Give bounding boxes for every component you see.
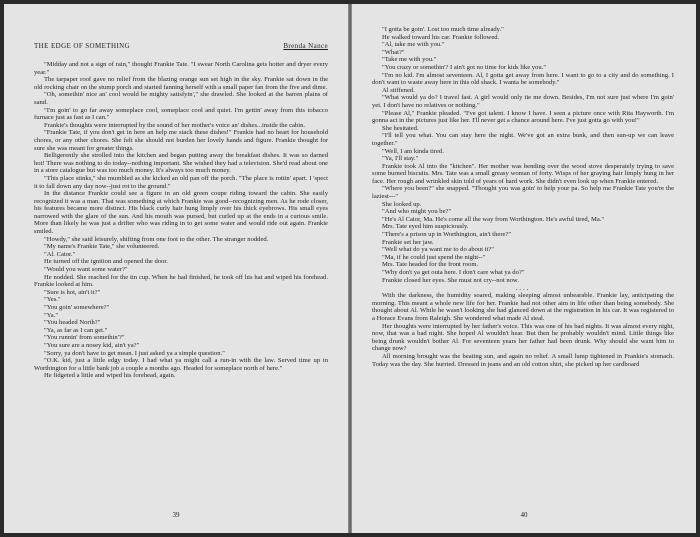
right-page [352, 4, 696, 533]
paragraph: "You goin' somewhere?" [44, 304, 110, 311]
paragraph: "What would ya do? I travel fast. A girl would only tie me down. Besides, I'm not sure just where I'm goin' yet. I don't have no relatives or nothing." [372, 94, 674, 109]
scene-break: .... [515, 284, 531, 293]
paragraph: "Would you want some water?" [44, 266, 128, 274]
paragraph: "Ya, as far as I can get." [44, 326, 108, 334]
paragraph: "Ya." [44, 311, 59, 319]
paragraph: In the distance Frankie could see a figure in an old green coupe riding toward the cabin. She easily recognized it was a man. That was something at which Frankie was good--recognizing men. As he rode closer, his features became more distinct. His black curly hair hung limply over his thick eyebrows. His small eyes narrowed with the glare of the sun. And his mouth was pursed, but curled up at the ends in a curious smile. More than likely he was just a drifter who was riding in to get some water and would ride out again. Frankie smiled. [34, 190, 328, 236]
right-page-text [372, 26, 674, 284]
running-head [34, 42, 328, 50]
paragraph: "I'll tell you what. You can stay here the night. We've got an extra bunk, and then sun-up we can leave together." [372, 132, 674, 147]
paragraph: "He's Al Cator, Ma. He's come all the way from Worthington. He's awful tired, Ma." [382, 215, 605, 223]
paragraph: "There's a prison up in Worthington, ain't there?" [382, 231, 512, 239]
paragraph: She looked up. [382, 200, 422, 208]
paragraph: Mrs. Tate eyed him suspiciously. [382, 223, 469, 231]
paragraph: "I'm goin' to go far away someplace cool, someplace cool and quiet. I'm gettin' away from this tobacco furnace just as fast as I can." [34, 106, 328, 122]
left-page-text [34, 61, 328, 380]
paragraph: Belligerently she strolled into the kitchen and began putting away the breakfast dishes. It was so darned hot! There was nothing to do today--nothing important. She wished they had a television. She'd read about one in a store catalogue but was too much money. It's always too much money. [34, 152, 328, 175]
left-page [4, 4, 348, 533]
paragraph: "Ma, if he could just spend the night--" [382, 253, 486, 261]
paragraph: "You runnin' from somethin'?" [44, 334, 125, 342]
paragraph: She hesitated. [382, 124, 419, 132]
paragraph: With the darkness, the humidity soared, making sleeping almost unbearable. Frankie lay, anticipating the morning. This meant a whole new life for her. Frankie had not other aim in life other than being somebody. She thought about Al. While he wasn't looking she had glanced down at the registration in his car. It was registered to a Horace Evans from Raleigh. She wondered what made Al steal. [372, 292, 674, 322]
paragraph: Frankie set her jaw. [382, 238, 434, 246]
paragraph: Frankie's thoughts were interrupted by the sound of her mother's voice an' dishes...inside the cabin. [44, 121, 306, 129]
paragraph: He fidgeted a little and wiped his forehead, again. [44, 372, 176, 380]
paragraph: "Al, take me with you." [382, 41, 445, 49]
paragraph: Her thoughts were interrupted by her father's voice. This was one of his bad nights. It was almost every night, now, that was a bad night. She hoped Al wouldn't hear. But then he probably wouldn't mind. Little things like being drunk wouldn't bother Al. For seventeen years her father had been drunk. Why should she want him to change now? [372, 322, 674, 353]
paragraph: "O.K. kid, just a little edgy today. I had what ya might call a run-in with the law. Served time up in Worthington for a little bank job a couple a months ago. Headed for someplace north of here." [34, 357, 328, 372]
paragraph: "What?" [382, 48, 405, 56]
paragraph: "Frankie Tate, if you don't get in here an help me stack these dishes!" Frankie had no heart for household chores, or any other chores. She felt she should not burden her lovely hands and figure. Frankie thought for sure she was meant for greater things. [34, 129, 328, 152]
paragraph: "And who might you be?" [382, 208, 452, 216]
paragraph: "Ya, I'll stay." [382, 155, 419, 163]
paragraph: Frankie took Al into the "kitchen". Her mother was bending over the wood stove desperately trying to save some burned biscuits. Mrs. Tate was a small greasy woman of forty. Wisps of her graying hair limply hung in her face. Her rough and wrinkled skin told of years of hard work. She didn't even look up when Frankie entered. [372, 162, 674, 185]
paragraph: "Why don't ya get outa here. I don't care what ya do?" [382, 269, 525, 276]
paragraph: "You headed North?" [44, 319, 101, 327]
right-page-text-continued [372, 292, 674, 368]
paragraph: "You crazy or somethin'? I ain't got no time for kids like you." [382, 63, 547, 71]
paragraph: "Yes." [44, 296, 61, 304]
paragraph: "This place stinks," she mumbled as she kicked an old pan off the porch. "The place is rottin' apart. I 'spect it to fall down any day now--just rot to the ground." [34, 174, 328, 190]
paragraph: "Al. Cator." [44, 250, 76, 258]
paragraph: "Well what do ya want me to do about it?" [382, 246, 494, 254]
paragraph: Al stiffened. [382, 86, 415, 94]
author-name: Brenda Nance [283, 42, 328, 50]
paragraph: The tarpaper roof gave no relief from the blazing orange sun set high in the sky. Frankie sat down in the old rocking chair on the stump porch and started fanning herself with a small paper fan from the five and dime. [34, 76, 328, 91]
paragraph: "Sorry, ya don't have to get mean. I just asked ya a simple question." [44, 349, 225, 357]
paragraph: "I'm no kid. I'm almost seventeen. Al, I gotta get away from here. I want to go to a city and do something. I don't want to waste away here in this old shack. I wanta be somebody." [372, 71, 674, 87]
page-number: 40 [520, 511, 528, 519]
paragraph: He nodded. She reached for the tin cup. When he had finished, he took off his hat and wiped his forehead. Frankie looked at him. [34, 273, 328, 289]
paragraph: He turned off the ignition and opened the door. [44, 258, 168, 266]
page-number: 39 [172, 511, 180, 519]
paragraph: "My name's Frankie Tate," she volunteered. [44, 243, 160, 251]
paragraph: "Oh, somethin' nice an' cool would be mighty satisfyin'," she drawled. She looked at the barren plains of sand. [34, 91, 328, 106]
paragraph: "Sure is hot, ain't it?" [44, 288, 101, 296]
paragraph: "I gotta be goin'. Lost too much time already." [382, 26, 504, 33]
paragraph: Frankie closed her eyes. She must not cry--not now. [382, 276, 519, 284]
paragraph: "Howdy," she said leisurely, shifting from one foot to the other. The stranger nodded. [44, 235, 269, 243]
paragraph: "You sure are a nosey kid, ain't ya?" [44, 341, 140, 349]
paragraph: "Take me with you." [382, 56, 437, 64]
paragraph: "Please Al," Frankie pleaded. "I've got talent. I know I have. I seen a picture once with Rita Hayworth. I'm gonna act in the pictures just like her. I'll never get a chance around here. I've just gotta go with you!" [372, 109, 674, 125]
paragraph: "Well, I am kinda tired. [382, 147, 444, 155]
paragraph: "Midday and not a sign of rain," thought Frankie Tate. "I swear North Carolina gets hotter and dryer every year." [34, 61, 328, 76]
paragraph: Mrs. Tate headed for the front room. [382, 261, 479, 269]
paragraph: He walked toward his car. Frankie followed. [382, 33, 500, 41]
paragraph: All morning brought was the beating sun, and again no relief. A small lump tightened in Frankie's stomach. Today was the day. She hurried. Dressed in jeans and an old cotton shirt, she picked up her cardboard [372, 352, 674, 368]
running-title: THE EDGE OF SOMETHING [34, 42, 131, 50]
paragraph: "Where you been?" she snapped. "Thought you was goin' to help your pa. So help me Frankie Tate you're the laziest---" [372, 185, 674, 201]
